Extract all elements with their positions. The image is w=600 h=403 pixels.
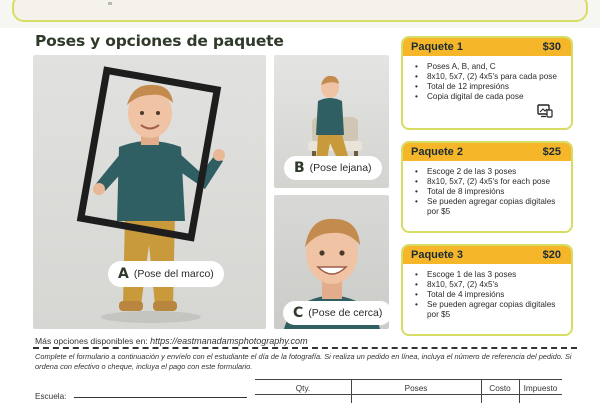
form-instructions: Complete el formulario a continuación y envíelo con el estudiante el día de la fotografía. Si realiza un pedido en línea, incluya el número de referencia del pedido. Si ordena con efectivo o cheque, incluya el pago con este formulario. bbox=[35, 352, 572, 371]
more-options-label: Más opciones disponibles en: bbox=[35, 336, 148, 346]
package-3-header bbox=[403, 246, 571, 264]
package-3-price: $20 bbox=[542, 249, 561, 261]
package-1-feature: • 8x10, 5x7, (2) 4x5's para cada pose bbox=[415, 72, 565, 82]
caption-pose-a bbox=[108, 261, 224, 287]
package-3-feature: • 8x10, 5x7, (2) 4x5's bbox=[415, 280, 565, 290]
column-qty: Qty. bbox=[295, 384, 311, 393]
column-cost: Costo bbox=[489, 384, 511, 393]
section-title: Poses y opciones de paquete bbox=[35, 32, 284, 50]
previous-section-box bbox=[12, 0, 588, 22]
pose-letter-a: A bbox=[118, 266, 129, 282]
package-2-feature: • Escoge 2 de las 3 poses bbox=[415, 167, 565, 177]
package-2-feature: • Total de 8 impresións bbox=[415, 187, 565, 197]
caption-text-b: (Pose lejana) bbox=[309, 162, 372, 174]
package-1-features bbox=[403, 56, 571, 106]
package-1-feature: • Poses A, B, and, C bbox=[415, 62, 565, 72]
column-poses: Poses bbox=[404, 384, 428, 393]
package-3-feature: • Escoge 1 de las 3 poses bbox=[415, 270, 565, 280]
package-2-card bbox=[401, 141, 573, 233]
package-3-card bbox=[401, 244, 573, 336]
package-2-feature: • 8x10, 5x7, (2) 4x5's for each pose bbox=[415, 177, 565, 187]
caption-text-a: (Pose del marco) bbox=[133, 268, 214, 280]
package-1-header bbox=[403, 38, 571, 56]
school-label: Escuela: bbox=[35, 392, 67, 401]
package-2-features bbox=[403, 161, 571, 221]
photo-frame-pose bbox=[33, 55, 266, 329]
package-3-name: Paquete 3 bbox=[411, 249, 463, 261]
package-1-feature: • Total de 12 impresións bbox=[415, 82, 565, 92]
package-1-price: $30 bbox=[542, 41, 561, 53]
pose-letter-b: B bbox=[294, 160, 305, 176]
package-2-header bbox=[403, 143, 571, 161]
previous-section-band bbox=[0, 0, 600, 28]
package-2-feature: • Se pueden agregar copias digitales por $5 bbox=[415, 197, 565, 217]
child-with-frame-illustration bbox=[33, 55, 266, 329]
package-1-feature: • Copia digital de cada pose bbox=[415, 92, 565, 102]
school-input-line[interactable] bbox=[74, 397, 247, 398]
website-link[interactable]: https://eastmanadamsphotography.com bbox=[150, 336, 308, 346]
caption-text-c: (Pose de cerca) bbox=[308, 307, 383, 319]
more-options-line bbox=[35, 336, 308, 346]
order-table bbox=[255, 379, 562, 403]
column-tax: Impuesto bbox=[523, 384, 558, 393]
caption-pose-b bbox=[284, 156, 382, 180]
package-2-price: $25 bbox=[542, 146, 561, 158]
pose-letter-c: C bbox=[293, 305, 304, 321]
digital-copy-icon bbox=[537, 104, 553, 118]
package-1-card bbox=[401, 36, 573, 130]
package-3-features bbox=[403, 264, 571, 324]
caption-pose-c bbox=[283, 301, 392, 325]
text-fragment bbox=[108, 2, 112, 5]
package-3-feature: • Total de 4 impresións bbox=[415, 290, 565, 300]
package-3-feature: • Se pueden agregar copias digitales por $5 bbox=[415, 300, 565, 320]
cut-line bbox=[33, 347, 577, 349]
package-1-name: Paquete 1 bbox=[411, 41, 463, 53]
package-2-name: Paquete 2 bbox=[411, 146, 463, 158]
